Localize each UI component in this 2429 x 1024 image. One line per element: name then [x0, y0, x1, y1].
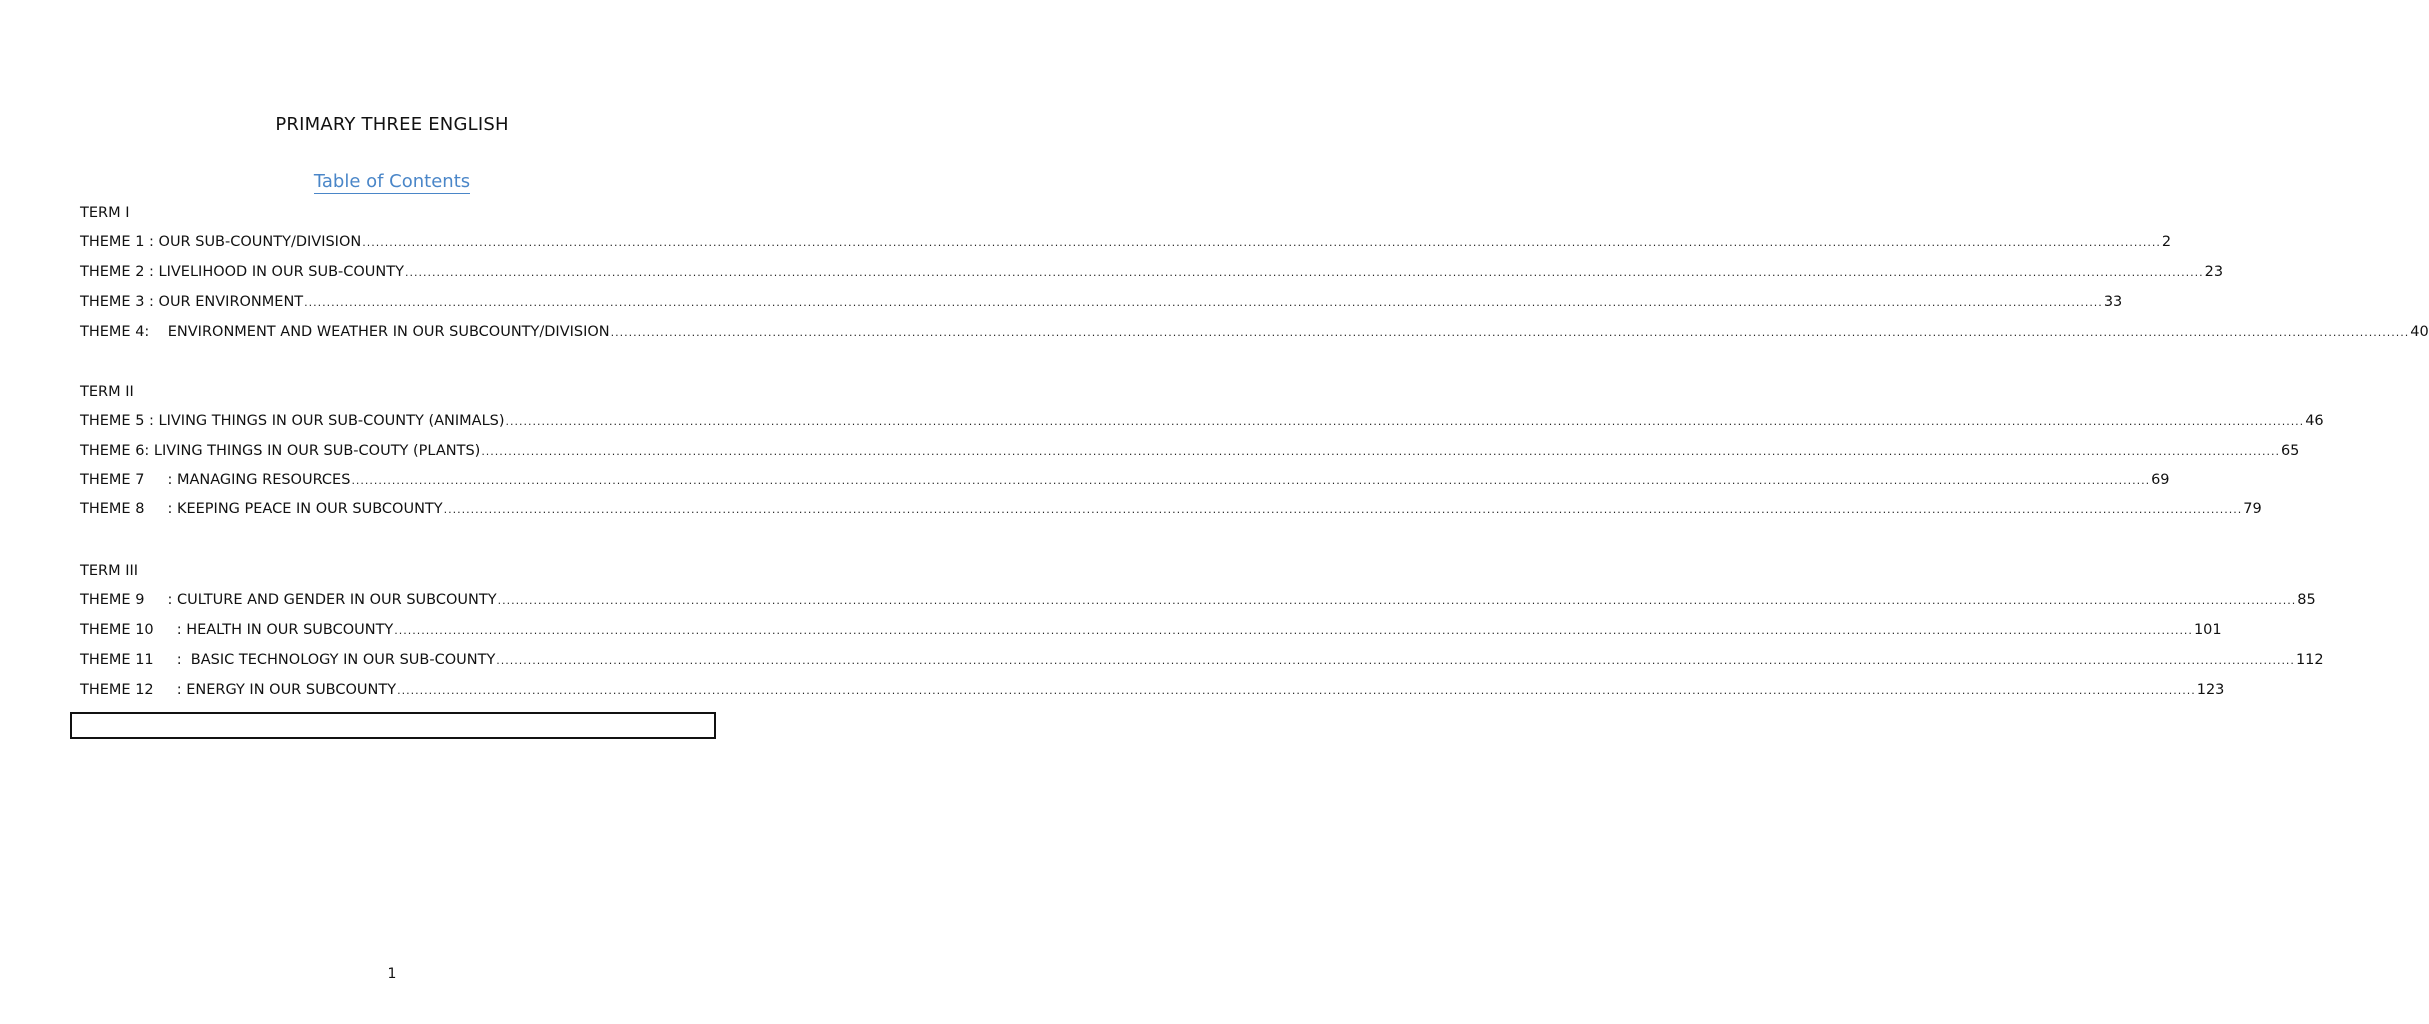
term-heading: TERM III [80, 563, 139, 579]
dot-leader: ................................................................................................................................................................................................................................................................................................................................................................................................................ [362, 236, 2161, 249]
page-number: 1 [387, 966, 397, 982]
toc-entry-page: 33 [2103, 294, 2123, 310]
toc-entry-label: THEME 11 : BASIC TECHNOLOGY IN OUR SUB-COUNTY [80, 652, 496, 668]
toc-entry-label: THEME 10 : HEALTH IN OUR SUBCOUNTY [80, 622, 394, 638]
dot-leader: ................................................................................................................................................................................................................................................................................................................................................................................................................ [443, 503, 2243, 516]
toc-entry[interactable] [80, 472, 2170, 492]
toc-entry-label: THEME 8 : KEEPING PEACE IN OUR SUBCOUNTY [80, 501, 443, 517]
document-title: PRIMARY THREE ENGLISH [275, 114, 509, 135]
toc-entry-page: 46 [2305, 413, 2324, 429]
empty-text-box [70, 712, 716, 739]
toc-entry[interactable] [80, 264, 2224, 284]
toc-entry[interactable] [80, 443, 2300, 463]
toc-entry-label: THEME 12 : ENERGY IN OUR SUBCOUNTY [80, 682, 397, 698]
toc-entry[interactable] [80, 652, 2324, 672]
dot-leader: ................................................................................................................................................................................................................................................................................................................................................................................................................ [505, 415, 2305, 428]
toc-entry[interactable] [80, 682, 2225, 702]
toc-entry-label: THEME 3 : OUR ENVIRONMENT [80, 294, 304, 310]
toc-entry-label: THEME 6: LIVING THINGS IN OUR SUB-COUTY (PLANTS) [80, 443, 481, 459]
dot-leader: ................................................................................................................................................................................................................................................................................................................................................................................................................ [397, 684, 2196, 697]
toc-entry-page: 40 [2410, 324, 2429, 340]
dot-leader: ................................................................................................................................................................................................................................................................................................................................................................................................................ [304, 296, 2103, 309]
toc-entry[interactable] [80, 413, 2324, 433]
dot-leader: ................................................................................................................................................................................................................................................................................................................................................................................................................ [497, 594, 2297, 607]
toc-entry-page: 2 [2161, 234, 2172, 250]
toc-entry[interactable] [80, 622, 2222, 642]
dot-leader: ................................................................................................................................................................................................................................................................................................................................................................................................................ [351, 474, 2151, 487]
dot-leader: ................................................................................................................................................................................................................................................................................................................................................................................................................ [496, 654, 2295, 667]
toc-entry-label: THEME 4: ENVIRONMENT AND WEATHER IN OUR SUBCOUNTY/DIVISION [80, 324, 610, 340]
toc-entry-page: 23 [2204, 264, 2224, 280]
toc-heading-text: Table of Contents [313, 171, 471, 192]
toc-entry[interactable] [80, 592, 2316, 612]
term-heading: TERM I [80, 205, 130, 221]
toc-entry-label: THEME 2 : LIVELIHOOD IN OUR SUB-COUNTY [80, 264, 404, 280]
dot-leader: ................................................................................................................................................................................................................................................................................................................................................................................................................ [610, 326, 2410, 339]
toc-entry-label: THEME 7 : MANAGING RESOURCES [80, 472, 351, 488]
toc-entry-page: 112 [2295, 652, 2324, 668]
toc-entry-label: THEME 9 : CULTURE AND GENDER IN OUR SUBCOUNTY [80, 592, 497, 608]
toc-entry-page: 85 [2297, 592, 2316, 608]
toc-entry[interactable] [80, 234, 2172, 254]
toc-entry[interactable] [80, 294, 2123, 314]
toc-entry[interactable] [80, 324, 2429, 344]
dot-leader: ................................................................................................................................................................................................................................................................................................................................................................................................................ [481, 445, 2280, 458]
toc-heading [0, 171, 784, 194]
dot-leader: ................................................................................................................................................................................................................................................................................................................................................................................................................ [404, 266, 2204, 279]
term-heading: TERM II [80, 384, 134, 400]
toc-entry-page: 101 [2193, 622, 2222, 638]
toc-entry-label: THEME 1 : OUR SUB-COUNTY/DIVISION [80, 234, 362, 250]
toc-entry-page: 65 [2280, 443, 2300, 459]
toc-entry-page: 123 [2196, 682, 2225, 698]
toc-entry-label: THEME 5 : LIVING THINGS IN OUR SUB-COUNTY (ANIMALS) [80, 413, 505, 429]
toc-entry[interactable] [80, 501, 2262, 521]
dot-leader: ................................................................................................................................................................................................................................................................................................................................................................................................................ [394, 624, 2193, 637]
toc-entry-page: 79 [2243, 501, 2262, 517]
toc-entry-page: 69 [2151, 472, 2170, 488]
